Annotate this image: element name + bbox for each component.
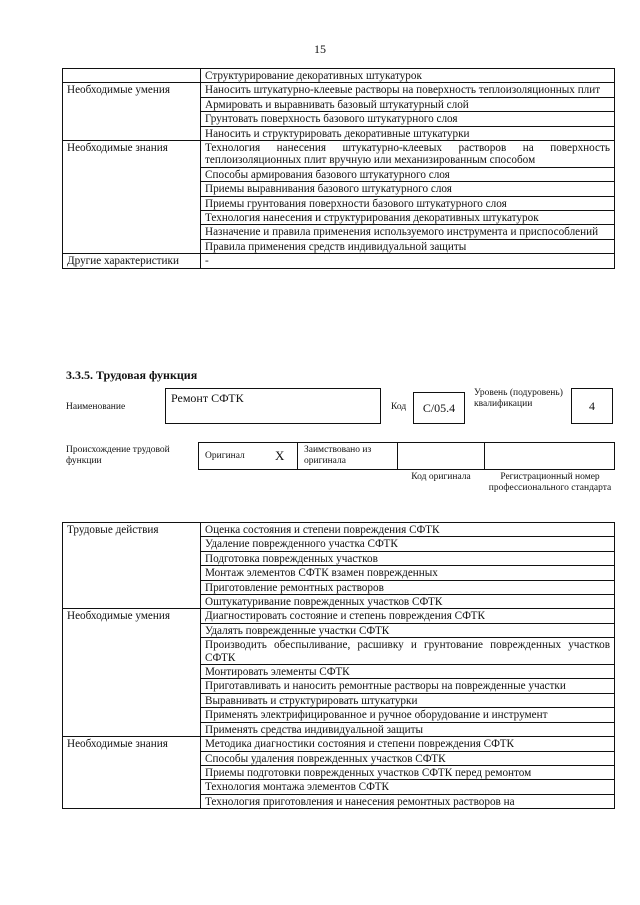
code-box: C/05.4 — [413, 392, 465, 424]
item-cell: Технология нанесения и структурирования декоративных штукатурок — [201, 211, 615, 225]
code-original-caption: Код оригинала — [411, 472, 471, 482]
category-cell — [63, 69, 201, 83]
item-cell: Приемы выравнивания базового штукатурного слоя — [201, 182, 615, 196]
category-cell: Необходимые умения — [63, 609, 201, 737]
table-row — [63, 254, 615, 268]
requirements-table-1 — [62, 68, 615, 269]
name-label: Наименование — [66, 402, 126, 412]
item-cell: Способы удаления поврежденных участков СФТК — [201, 751, 615, 765]
item-cell: Приемы грунтования поверхности базового штукатурного слоя — [201, 196, 615, 210]
category-cell: Трудовые действия — [63, 523, 201, 609]
item-cell: Оштукатуривание поврежденных участков СФТК — [201, 595, 615, 609]
item-cell: Правила применения средств индивидуальной защиты — [201, 239, 615, 253]
item-cell: Методика диагностики состояния и степени повреждения СФТК — [201, 737, 615, 751]
borrowed-label: Заимствовано из оригинала — [304, 445, 372, 466]
original-cell — [198, 442, 298, 470]
function-name-box: Ремонт СФТК — [165, 388, 381, 424]
original-mark: X — [275, 448, 285, 463]
category-cell: Необходимые знания — [63, 737, 201, 809]
item-cell: Подготовка поврежденных участков — [201, 551, 615, 565]
item-cell: Оценка состояния и степени повреждения СФТК — [201, 523, 615, 537]
item-cell: Технология нанесения штукатурно-клеевых растворов на поверхность теплоизоляционных плит вручную или механизированным способом — [201, 141, 615, 168]
category-cell: Другие характеристики — [63, 254, 201, 268]
section-title: 3.3.5. Трудовая функция — [66, 368, 198, 382]
level-box: 4 — [571, 388, 613, 424]
item-cell: Наносить и структурировать декоративные штукатурки — [201, 126, 615, 140]
requirements-table-2 — [62, 522, 615, 809]
item-cell: Монтаж элементов СФТК взамен поврежденных — [201, 566, 615, 580]
item-cell: Технология монтажа элементов СФТК — [201, 780, 615, 794]
item-cell: Технология приготовления и нанесения ремонтных растворов на — [201, 794, 615, 808]
item-cell: Монтировать элементы СФТК — [201, 665, 615, 679]
table-row — [63, 69, 615, 83]
origin-label: Происхождение трудовой функции — [66, 445, 170, 466]
reg-number-caption: Регистрационный номер профессионального стандарта — [488, 472, 612, 493]
item-cell: Грунтовать поверхность базового штукатурного слоя — [201, 112, 615, 126]
table-row — [63, 609, 615, 623]
table-row — [63, 83, 615, 97]
item-cell: Применять электрифицированное и ручное оборудование и инструмент — [201, 708, 615, 722]
item-cell: Приготавливать и наносить ремонтные растворы на поврежденные участки — [201, 679, 615, 693]
item-cell: Приемы подготовки поврежденных участков СФТК перед ремонтом — [201, 765, 615, 779]
category-cell: Необходимые знания — [63, 141, 201, 254]
item-cell: Диагностировать состояние и степень повреждения СФТК — [201, 609, 615, 623]
table-row — [63, 523, 615, 537]
item-cell: Назначение и правила применения используемого инструмента и приспособлений — [201, 225, 615, 239]
item-cell: Выравнивать и структурировать штукатурки — [201, 693, 615, 707]
item-cell: - — [201, 254, 615, 268]
item-cell: Способы армирования базового штукатурного слоя — [201, 167, 615, 181]
item-cell: Наносить штукатурно-клеевые растворы на поверхность теплоизоляционных плит — [201, 83, 615, 97]
item-cell: Приготовление ремонтных растворов — [201, 580, 615, 594]
item-cell: Удалять поврежденные участки СФТК — [201, 623, 615, 637]
page-number: 15 — [314, 42, 326, 56]
borrowed-cell — [297, 442, 398, 470]
level-label: Уровень (подуровень) квалификации — [474, 388, 563, 409]
item-cell: Удаление поврежденного участка СФТК — [201, 537, 615, 551]
original-label: Оригинал — [205, 451, 245, 461]
origin-row — [198, 442, 615, 470]
item-cell: Армировать и выравнивать базовый штукатурный слой — [201, 97, 615, 111]
table-row — [63, 737, 615, 751]
code-original-cell — [397, 442, 485, 470]
code-label: Код — [391, 402, 407, 412]
category-cell: Необходимые умения — [63, 83, 201, 141]
item-cell: Применять средства индивидуальной защиты — [201, 722, 615, 736]
item-cell: Производить обеспыливание, расшивку и грунтование поврежденных участков СФТК — [201, 638, 615, 665]
item-cell: Структурирование декоративных штукатурок — [201, 69, 615, 83]
reg-number-cell — [484, 442, 615, 470]
table-row — [63, 141, 615, 168]
